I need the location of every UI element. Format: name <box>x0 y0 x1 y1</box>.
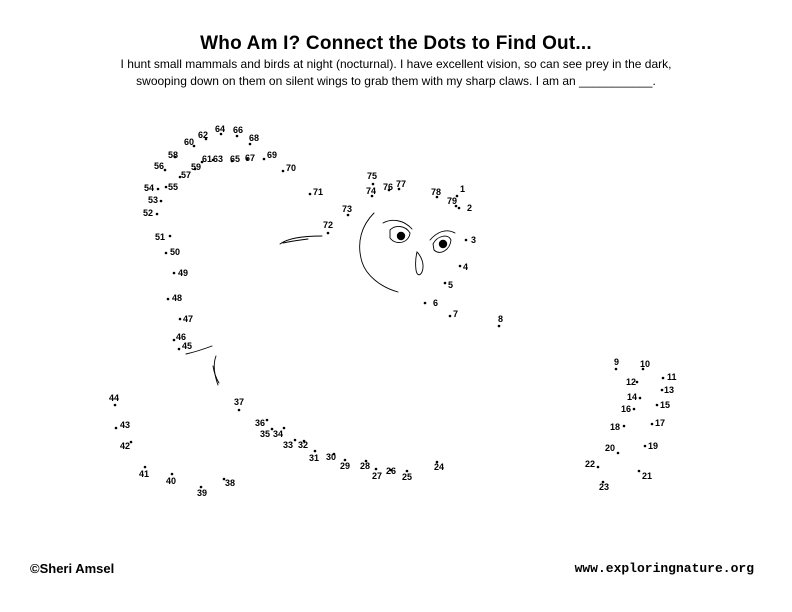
dot-49[interactable] <box>173 268 188 278</box>
dot-label-30: 30 <box>326 452 337 462</box>
dot-label-19: 19 <box>648 441 659 451</box>
dot-point-54[interactable] <box>157 188 160 191</box>
dot-point-12[interactable] <box>636 381 639 384</box>
dot-point-27[interactable] <box>375 468 378 471</box>
dot-18[interactable] <box>610 422 625 432</box>
dot-label-37: 37 <box>234 397 245 407</box>
dot-79[interactable] <box>447 196 457 207</box>
dot-label-58: 58 <box>168 150 179 160</box>
dot-point-36[interactable] <box>266 419 269 422</box>
dot-point-73[interactable] <box>347 214 350 217</box>
dot-point-33[interactable] <box>294 439 297 442</box>
dot-19[interactable] <box>644 441 658 451</box>
owl-partial-drawing <box>186 213 455 385</box>
dot-point-21[interactable] <box>638 470 641 473</box>
dot-label-34: 34 <box>273 429 284 439</box>
dot-76[interactable] <box>383 182 393 192</box>
dot-point-75[interactable] <box>372 183 375 186</box>
dot-label-14: 14 <box>627 392 638 402</box>
dot-point-15[interactable] <box>656 404 659 407</box>
numbered-dots <box>109 124 677 498</box>
dot-point-42[interactable] <box>130 441 133 444</box>
dot-24[interactable] <box>434 461 444 472</box>
dot-label-25: 25 <box>402 472 413 482</box>
dot-78[interactable] <box>431 187 441 198</box>
dot-37[interactable] <box>234 397 244 411</box>
dot-23[interactable] <box>599 481 609 492</box>
dot-point-47[interactable] <box>179 318 182 321</box>
dot-label-9: 9 <box>614 357 620 367</box>
dot-label-62: 62 <box>198 130 209 140</box>
dot-point-45[interactable] <box>178 348 181 351</box>
dot-47[interactable] <box>179 314 193 324</box>
dot-label-47: 47 <box>183 314 194 324</box>
dot-point-9[interactable] <box>615 368 618 371</box>
dot-point-16[interactable] <box>633 408 636 411</box>
website-link[interactable]: www.exploringnature.org <box>574 561 754 576</box>
dot-54[interactable] <box>144 183 159 193</box>
dot-45[interactable] <box>178 341 192 351</box>
dot-point-8[interactable] <box>498 325 501 328</box>
dot-point-55[interactable] <box>165 186 168 189</box>
dot-label-55: 55 <box>168 182 179 192</box>
dot-point-2[interactable] <box>458 207 461 210</box>
dot-label-27: 27 <box>372 471 383 481</box>
dot-label-29: 29 <box>340 461 351 471</box>
dot-label-33: 33 <box>283 440 294 450</box>
dot-74[interactable] <box>366 186 376 197</box>
dot-label-26: 26 <box>386 466 397 476</box>
dot-label-5: 5 <box>448 280 454 290</box>
dot-point-43[interactable] <box>115 427 118 430</box>
dot-label-39: 39 <box>197 488 208 498</box>
dot-34[interactable] <box>273 427 285 439</box>
dot-22[interactable] <box>585 459 599 469</box>
dot-label-57: 57 <box>181 170 192 180</box>
dot-label-51: 51 <box>155 232 166 242</box>
dot-point-40[interactable] <box>171 473 174 476</box>
dot-label-11: 11 <box>667 372 677 382</box>
dot-35[interactable] <box>260 428 273 439</box>
dot-66[interactable] <box>233 125 243 137</box>
dot-label-36: 36 <box>255 418 266 428</box>
dot-41[interactable] <box>139 466 149 479</box>
dot-point-6[interactable] <box>424 302 427 305</box>
dot-point-70[interactable] <box>282 170 285 173</box>
dot-point-50[interactable] <box>165 252 168 255</box>
dot-75[interactable] <box>367 171 377 185</box>
dot-label-41: 41 <box>139 469 150 479</box>
dot-27[interactable] <box>372 468 382 481</box>
dot-label-45: 45 <box>182 341 193 351</box>
dot-52[interactable] <box>143 208 158 218</box>
dot-label-70: 70 <box>286 163 297 173</box>
dot-68[interactable] <box>249 133 259 145</box>
dot-label-75: 75 <box>367 171 378 181</box>
description-line-2: swooping down on them on silent wings to grab them with my sharp claws. I am an ___________. <box>136 74 656 88</box>
dot-label-2: 2 <box>467 203 473 213</box>
dot-28[interactable] <box>360 460 370 471</box>
dot-point-51[interactable] <box>169 235 172 238</box>
dot-label-61: 61 <box>202 154 213 164</box>
dot-label-22: 22 <box>585 459 596 469</box>
dot-point-56[interactable] <box>164 169 167 172</box>
dot-point-17[interactable] <box>651 423 654 426</box>
dot-point-13[interactable] <box>661 389 664 392</box>
dot-10[interactable] <box>640 359 650 370</box>
dot-46[interactable] <box>173 332 186 342</box>
dot-label-42: 42 <box>120 441 131 451</box>
dot-77[interactable] <box>396 179 406 190</box>
dot-73[interactable] <box>342 204 352 216</box>
dot-label-67: 67 <box>245 153 256 163</box>
dot-point-49[interactable] <box>173 272 176 275</box>
dot-point-71[interactable] <box>309 193 312 196</box>
dot-point-35[interactable] <box>271 428 274 431</box>
dot-33[interactable] <box>283 439 296 450</box>
dot-point-11[interactable] <box>662 377 665 380</box>
dot-62[interactable] <box>198 130 208 140</box>
dot-8[interactable] <box>498 314 503 327</box>
dot-point-41[interactable] <box>144 466 147 469</box>
dot-point-46[interactable] <box>173 339 176 342</box>
dot-point-52[interactable] <box>156 213 159 216</box>
dot-69[interactable] <box>263 150 277 160</box>
dot-label-43: 43 <box>120 420 131 430</box>
dot-32[interactable] <box>298 440 308 450</box>
dot-21[interactable] <box>638 470 652 481</box>
dot-6[interactable] <box>424 298 438 308</box>
dot-label-77: 77 <box>396 179 407 189</box>
dot-label-78: 78 <box>431 187 442 197</box>
dot-31[interactable] <box>309 450 319 463</box>
dot-56[interactable] <box>154 161 166 171</box>
dot-label-8: 8 <box>498 314 504 324</box>
dot-label-60: 60 <box>184 137 195 147</box>
dot-label-7: 7 <box>453 309 459 319</box>
dot-3[interactable] <box>465 235 476 245</box>
dot-50[interactable] <box>165 247 180 257</box>
dot-point-5[interactable] <box>444 282 447 285</box>
dot-71[interactable] <box>309 187 323 197</box>
dot-label-79: 79 <box>447 196 458 206</box>
dot-point-3[interactable] <box>465 239 468 242</box>
dot-point-44[interactable] <box>114 404 117 407</box>
dot-4[interactable] <box>459 262 468 272</box>
dot-label-50: 50 <box>170 247 181 257</box>
dot-point-4[interactable] <box>459 265 462 268</box>
dot-43[interactable] <box>115 420 130 430</box>
dot-64[interactable] <box>215 124 225 135</box>
dot-point-72[interactable] <box>327 232 330 235</box>
dot-40[interactable] <box>166 473 176 486</box>
dot-point-20[interactable] <box>617 452 620 455</box>
dot-53[interactable] <box>148 195 162 205</box>
dot-point-68[interactable] <box>249 143 252 146</box>
dot-11[interactable] <box>662 372 677 382</box>
dot-61[interactable] <box>201 154 212 164</box>
dot-point-31[interactable] <box>314 450 317 453</box>
dot-15[interactable] <box>656 400 670 410</box>
dot-label-49: 49 <box>178 268 189 278</box>
dot-44[interactable] <box>109 393 119 406</box>
dot-label-73: 73 <box>342 204 353 214</box>
dot-label-20: 20 <box>605 443 616 453</box>
dot-label-12: 12 <box>626 377 637 387</box>
dot-17[interactable] <box>651 418 665 428</box>
dot-label-63: 63 <box>213 154 224 164</box>
dot-label-71: 71 <box>313 187 324 197</box>
dot-label-21: 21 <box>642 471 653 481</box>
dot-63[interactable] <box>212 154 223 164</box>
dot-label-74: 74 <box>366 186 377 196</box>
dot-label-16: 16 <box>621 404 632 414</box>
dot-label-31: 31 <box>309 453 320 463</box>
dot-label-13: 13 <box>664 385 675 395</box>
dot-label-59: 59 <box>191 162 202 172</box>
dot-label-46: 46 <box>176 332 187 342</box>
dot-label-65: 65 <box>230 154 241 164</box>
dot-38[interactable] <box>223 478 235 488</box>
dot-label-54: 54 <box>144 183 155 193</box>
dot-point-66[interactable] <box>236 135 239 138</box>
dot-25[interactable] <box>402 470 412 482</box>
dot-58[interactable] <box>168 150 178 160</box>
dot-60[interactable] <box>184 137 195 147</box>
dot-30[interactable] <box>326 452 336 462</box>
dot-label-4: 4 <box>463 262 469 272</box>
dot-label-23: 23 <box>599 482 610 492</box>
dot-point-7[interactable] <box>449 315 452 318</box>
dot-2[interactable] <box>458 203 472 213</box>
dot-67[interactable] <box>245 153 255 163</box>
dot-label-17: 17 <box>655 418 666 428</box>
dot-7[interactable] <box>449 309 458 319</box>
dot-55[interactable] <box>165 182 178 192</box>
dot-label-28: 28 <box>360 461 371 471</box>
dot-label-56: 56 <box>154 161 165 171</box>
dot-1[interactable] <box>456 184 465 197</box>
dot-9[interactable] <box>614 357 619 370</box>
copyright-label: ©Sheri Amsel <box>30 561 115 576</box>
dot-label-35: 35 <box>260 429 271 439</box>
dot-70[interactable] <box>282 163 296 173</box>
dot-label-44: 44 <box>109 393 120 403</box>
dot-42[interactable] <box>120 441 132 451</box>
dot-26[interactable] <box>386 466 396 476</box>
dot-29[interactable] <box>340 459 350 471</box>
dot-label-6: 6 <box>433 298 439 308</box>
dot-label-15: 15 <box>660 400 671 410</box>
dot-label-38: 38 <box>225 478 236 488</box>
dot-label-1: 1 <box>460 184 466 194</box>
dot-16[interactable] <box>621 404 635 414</box>
dot-59[interactable] <box>191 162 201 172</box>
dot-label-64: 64 <box>215 124 226 134</box>
dot-39[interactable] <box>197 486 207 498</box>
dot-20[interactable] <box>605 443 619 454</box>
dot-label-10: 10 <box>640 359 651 369</box>
dot-point-69[interactable] <box>263 158 266 161</box>
dot-label-24: 24 <box>434 462 445 472</box>
dot-point-37[interactable] <box>238 409 241 412</box>
dot-13[interactable] <box>661 385 674 395</box>
dot-57[interactable] <box>179 170 191 180</box>
dot-36[interactable] <box>255 418 268 428</box>
dot-72[interactable] <box>323 220 333 234</box>
dot-point-19[interactable] <box>644 445 647 448</box>
description-line-1: I hunt small mammals and birds at night (nocturnal). I have excellent vision, so can see prey in the dark, <box>120 57 672 71</box>
dot-point-22[interactable] <box>597 466 600 469</box>
dot-label-18: 18 <box>610 422 621 432</box>
dot-5[interactable] <box>444 280 453 290</box>
dot-65[interactable] <box>230 154 240 164</box>
dot-label-52: 52 <box>143 208 154 218</box>
dot-label-3: 3 <box>471 235 477 245</box>
dot-label-40: 40 <box>166 476 177 486</box>
dot-label-76: 76 <box>383 182 394 192</box>
dot-label-72: 72 <box>323 220 334 230</box>
dot-label-68: 68 <box>249 133 260 143</box>
worksheet-title: Who Am I? Connect the Dots to Find Out... <box>200 33 592 54</box>
dot-51[interactable] <box>155 232 171 242</box>
dot-12[interactable] <box>626 377 638 387</box>
dot-point-53[interactable] <box>160 200 163 203</box>
dot-14[interactable] <box>627 392 641 402</box>
dot-label-66: 66 <box>233 125 244 135</box>
dot-48[interactable] <box>167 293 182 303</box>
dot-point-48[interactable] <box>167 298 170 301</box>
dot-label-69: 69 <box>267 150 278 160</box>
dot-point-18[interactable] <box>623 425 626 428</box>
dot-label-32: 32 <box>298 440 309 450</box>
dot-label-53: 53 <box>148 195 159 205</box>
dot-point-34[interactable] <box>283 427 286 430</box>
dot-point-14[interactable] <box>639 397 642 400</box>
dot-label-48: 48 <box>172 293 183 303</box>
